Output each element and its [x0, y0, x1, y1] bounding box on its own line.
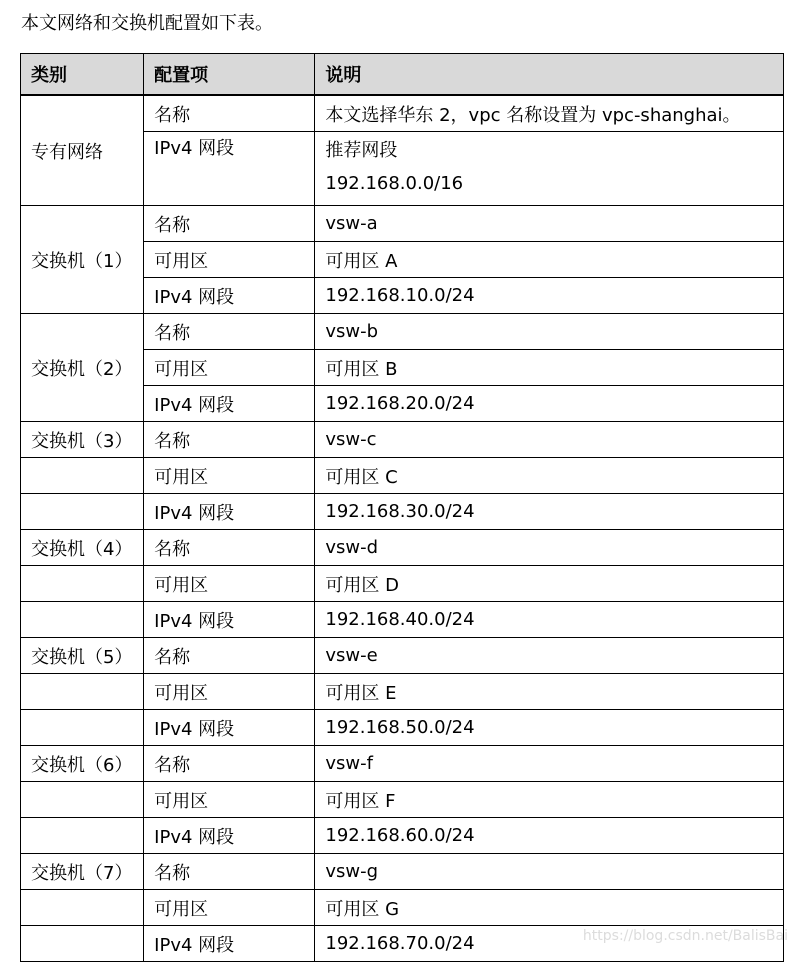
description-cell: 192.168.30.0/24: [315, 494, 784, 530]
config-item-cell: IPv4 网段: [144, 926, 315, 962]
description-cell: vsw-e: [315, 638, 784, 674]
table-row: [21, 818, 784, 854]
config-item-cell: 可用区: [144, 890, 315, 926]
config-item-cell: 名称: [144, 854, 315, 890]
category-cell-empty: [21, 674, 144, 710]
description-cell: vsw-d: [315, 530, 784, 566]
description-cell: 192.168.20.0/24: [315, 386, 784, 422]
description-cell: vsw-b: [315, 314, 784, 350]
config-item-cell: 名称: [144, 95, 315, 132]
network-config-table: [20, 53, 784, 962]
table-row: [21, 710, 784, 746]
config-item-cell: IPv4 网段: [144, 602, 315, 638]
table-row: [21, 494, 784, 530]
category-cell-switch-1: 交换机（1）: [21, 206, 144, 314]
table-header-row: [21, 54, 784, 96]
category-cell-vpc: 专有网络: [21, 95, 144, 206]
table-row: [21, 566, 784, 602]
description-cell: vsw-g: [315, 854, 784, 890]
description-cell: vsw-f: [315, 746, 784, 782]
table-row: [21, 674, 784, 710]
header-category: 类别: [21, 54, 144, 96]
config-item-cell: 可用区: [144, 566, 315, 602]
description-cell: vsw-a: [315, 206, 784, 242]
category-cell-empty: [21, 782, 144, 818]
config-item-cell: 可用区: [144, 350, 315, 386]
config-item-cell: IPv4 网段: [144, 818, 315, 854]
config-item-cell: 名称: [144, 314, 315, 350]
config-item-cell: 名称: [144, 206, 315, 242]
description-cell: 可用区 D: [315, 566, 784, 602]
description-cell: 192.168.10.0/24: [315, 278, 784, 314]
description-cell: 本文选择华东 2，vpc 名称设置为 vpc-shanghai。: [315, 95, 784, 132]
category-cell-empty: [21, 710, 144, 746]
table-row: [21, 746, 784, 782]
config-item-cell: 名称: [144, 422, 315, 458]
header-config-item: 配置项: [144, 54, 315, 96]
description-cell: vsw-c: [315, 422, 784, 458]
table-row: [21, 206, 784, 242]
category-cell-empty: [21, 890, 144, 926]
table-row: [21, 530, 784, 566]
category-cell-empty: [21, 566, 144, 602]
config-item-cell: 名称: [144, 530, 315, 566]
table-row: [21, 782, 784, 818]
category-cell-switch-4: 交换机（4）: [21, 530, 144, 566]
description-cell: 可用区 E: [315, 674, 784, 710]
config-item-cell: 名称: [144, 746, 315, 782]
category-cell-switch-6: 交换机（6）: [21, 746, 144, 782]
config-item-cell: IPv4 网段: [144, 710, 315, 746]
table-row: [21, 638, 784, 674]
description-cell: 可用区 A: [315, 242, 784, 278]
description-line: 192.168.0.0/16: [325, 173, 464, 194]
config-item-cell: 可用区: [144, 674, 315, 710]
description-cell: [315, 132, 784, 206]
table-row: [21, 602, 784, 638]
header-description: 说明: [315, 54, 784, 96]
category-cell-empty: [21, 926, 144, 962]
category-cell-empty: [21, 458, 144, 494]
table-row: [21, 890, 784, 926]
table-row: [21, 458, 784, 494]
category-cell-empty: [21, 602, 144, 638]
description-cell: 可用区 B: [315, 350, 784, 386]
config-item-cell: 可用区: [144, 782, 315, 818]
description-line: 推荐网段: [325, 140, 398, 161]
description-cell: 可用区 G: [315, 890, 784, 926]
config-item-cell: IPv4 网段: [144, 278, 315, 314]
table-row: [21, 854, 784, 890]
intro-text: 本文网络和交换机配置如下表。: [21, 13, 273, 34]
table-row: [21, 422, 784, 458]
config-item-cell: 可用区: [144, 458, 315, 494]
description-cell: 可用区 F: [315, 782, 784, 818]
description-cell: 192.168.40.0/24: [315, 602, 784, 638]
table-row: [21, 314, 784, 350]
category-cell-empty: [21, 494, 144, 530]
table-row: [21, 95, 784, 132]
description-cell: 192.168.70.0/24: [315, 926, 784, 962]
category-cell-switch-2: 交换机（2）: [21, 314, 144, 422]
category-cell-switch-3: 交换机（3）: [21, 422, 144, 458]
config-item-cell: IPv4 网段: [144, 494, 315, 530]
description-cell: 192.168.50.0/24: [315, 710, 784, 746]
category-cell-switch-7: 交换机（7）: [21, 854, 144, 890]
config-item-cell: 可用区: [144, 242, 315, 278]
config-item-cell: 名称: [144, 638, 315, 674]
config-item-cell: IPv4 网段: [144, 386, 315, 422]
description-cell: 192.168.60.0/24: [315, 818, 784, 854]
category-cell-switch-5: 交换机（5）: [21, 638, 144, 674]
config-item-cell: IPv4 网段: [144, 132, 315, 206]
description-cell: 可用区 C: [315, 458, 784, 494]
category-cell-empty: [21, 818, 144, 854]
watermark-text: https://blog.csdn.net/BalisBai: [582, 928, 788, 944]
